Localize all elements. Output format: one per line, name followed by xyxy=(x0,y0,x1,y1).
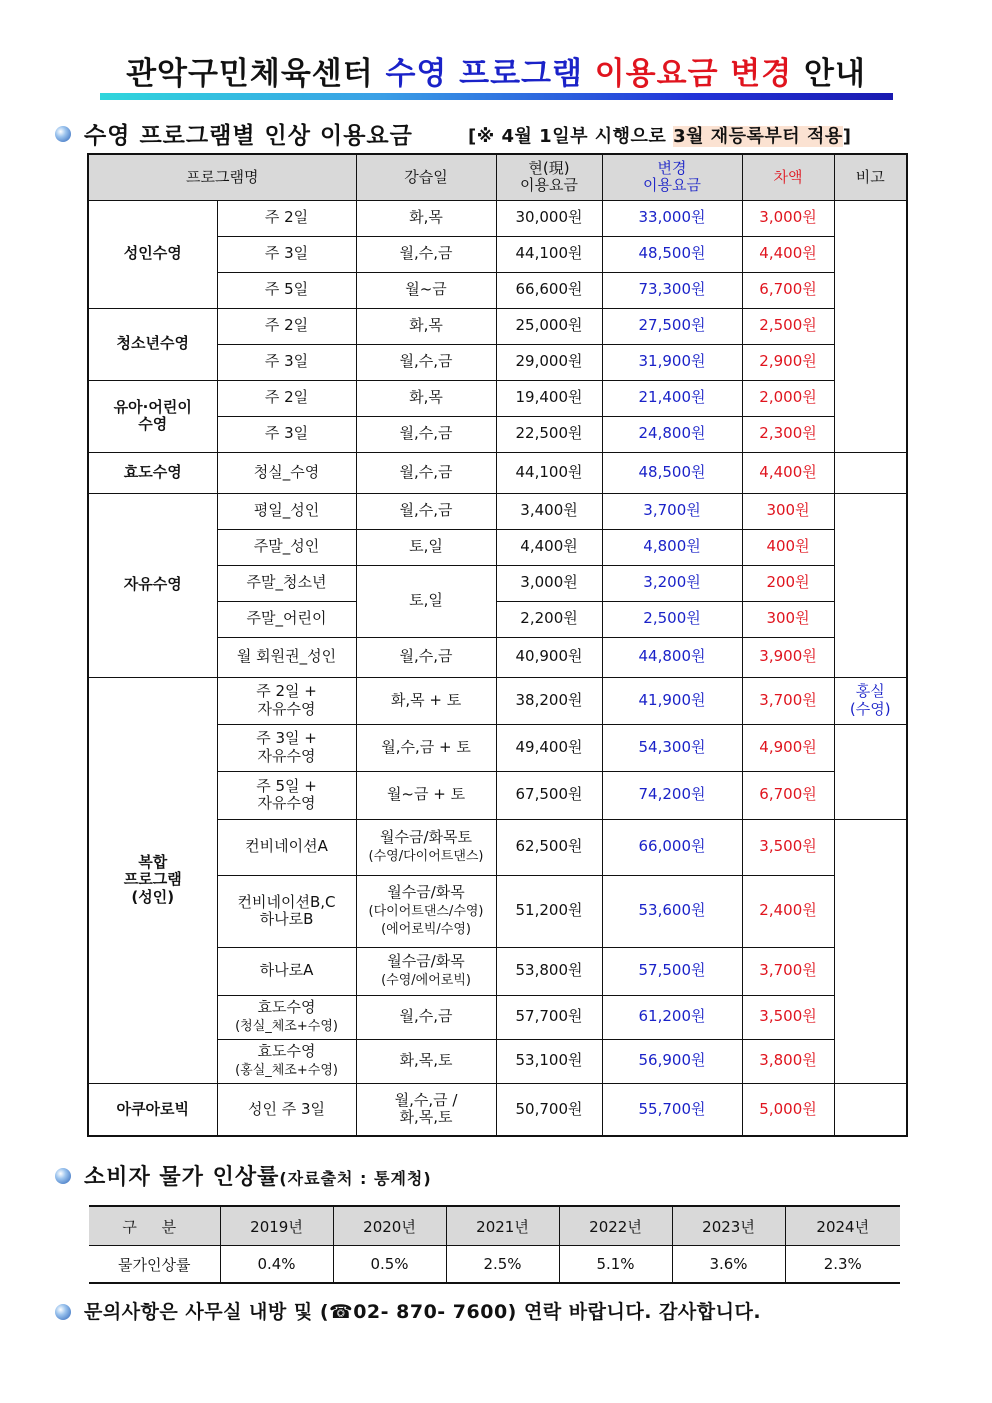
row-days: 화,목 + 토 xyxy=(356,677,496,724)
row-new: 27,500원 xyxy=(602,308,742,344)
group-adult: 성인수영 xyxy=(88,200,217,308)
row-current: 66,600원 xyxy=(496,272,602,308)
row-current: 44,100원 xyxy=(496,452,602,493)
row-new: 73,300원 xyxy=(602,272,742,308)
row-diff: 2,300원 xyxy=(742,416,834,452)
title-part-1: 관악구민체육센터 xyxy=(126,56,386,92)
row-diff: 300원 xyxy=(742,493,834,529)
row-note: 홍실 (수영) xyxy=(834,677,907,724)
row-days: 월수금/화목 (수영/에어로빅) xyxy=(356,947,496,995)
header-diff: 차액 xyxy=(742,154,834,200)
row-sub: 주 2일 + 자유수영 xyxy=(217,677,356,724)
row-current: 3,400원 xyxy=(496,493,602,529)
row-current: 19,400원 xyxy=(496,380,602,416)
row-sub: 효도수영 (홍실_체조+수영) xyxy=(217,1039,356,1083)
cpi-year: 2023년 xyxy=(672,1206,785,1246)
fee-table xyxy=(87,153,908,1137)
row-new: 53,600원 xyxy=(602,875,742,947)
table-row xyxy=(88,380,907,416)
row-sub: 청실_수영 xyxy=(217,452,356,493)
table-row xyxy=(88,1083,907,1136)
group-kids: 유아·어린이 수영 xyxy=(88,380,217,452)
cpi-rate-row xyxy=(89,1246,900,1284)
row-sub: 주 5일 + 자유수영 xyxy=(217,771,356,819)
section1-title: 수영 프로그램별 인상 이용요금 xyxy=(84,123,413,149)
cpi-rate: 0.5% xyxy=(333,1246,446,1284)
row-days: 월,수,금 + 토 xyxy=(356,724,496,771)
row-new: 55,700원 xyxy=(602,1083,742,1136)
table-row xyxy=(88,200,907,236)
row-current: 50,700원 xyxy=(496,1083,602,1136)
row-sub: 주 3일 xyxy=(217,236,356,272)
row-days: 월,수,금 xyxy=(356,995,496,1039)
row-new: 2,500원 xyxy=(602,601,742,637)
row-diff: 6,700원 xyxy=(742,771,834,819)
group-hyodo: 효도수영 xyxy=(88,452,217,493)
table-row xyxy=(88,308,907,344)
row-diff: 4,400원 xyxy=(742,452,834,493)
row-current: 3,000원 xyxy=(496,565,602,601)
header-new: 변경 이용요금 xyxy=(602,154,742,200)
cpi-header-label: 구 분 xyxy=(89,1206,220,1246)
page-title xyxy=(0,48,992,93)
row-current: 44,100원 xyxy=(496,236,602,272)
row-days: 월,수,금 xyxy=(356,416,496,452)
row-sub: 하나로A xyxy=(217,947,356,995)
table-row xyxy=(88,493,907,529)
cpi-table xyxy=(89,1205,900,1284)
group-free: 자유수영 xyxy=(88,493,217,677)
cpi-year: 2022년 xyxy=(559,1206,672,1246)
row-days: 화,목,토 xyxy=(356,1039,496,1083)
row-days: 토,일 xyxy=(356,565,496,637)
row-diff: 3,700원 xyxy=(742,677,834,724)
row-days: 월,수,금 xyxy=(356,493,496,529)
row-sub: 주 2일 xyxy=(217,308,356,344)
row-new: 54,300원 xyxy=(602,724,742,771)
row-sub: 주말_어린이 xyxy=(217,601,356,637)
row-days: 월수금/화목토 (수영/다이어트댄스) xyxy=(356,819,496,875)
header-days: 강습일 xyxy=(356,154,496,200)
title-underline-bar xyxy=(100,93,893,100)
row-days: 월,수,금 xyxy=(356,236,496,272)
row-current: 51,200원 xyxy=(496,875,602,947)
note-empty xyxy=(834,493,907,677)
row-current: 40,900원 xyxy=(496,637,602,677)
note-empty xyxy=(834,1083,907,1136)
row-current: 53,800원 xyxy=(496,947,602,995)
cpi-year: 2020년 xyxy=(333,1206,446,1246)
row-days: 월,수,금 / 화,목,토 xyxy=(356,1083,496,1136)
row-current: 2,200원 xyxy=(496,601,602,637)
header-note: 비고 xyxy=(834,154,907,200)
note-suffix: ] xyxy=(842,126,852,147)
cpi-rate: 5.1% xyxy=(559,1246,672,1284)
row-diff: 3,900원 xyxy=(742,637,834,677)
row-new: 41,900원 xyxy=(602,677,742,724)
row-new: 61,200원 xyxy=(602,995,742,1039)
row-days: 월~금 + 토 xyxy=(356,771,496,819)
cpi-row-label: 물가인상률 xyxy=(89,1246,220,1284)
row-days: 화,목 xyxy=(356,308,496,344)
row-current: 57,700원 xyxy=(496,995,602,1039)
cpi-source: (자료출처 : 통계청) xyxy=(279,1169,432,1188)
row-diff: 2,900원 xyxy=(742,344,834,380)
row-diff: 3,000원 xyxy=(742,200,834,236)
cpi-rate: 3.6% xyxy=(672,1246,785,1284)
row-new: 24,800원 xyxy=(602,416,742,452)
note-empty xyxy=(834,819,907,1083)
row-days: 토,일 xyxy=(356,529,496,565)
row-current: 62,500원 xyxy=(496,819,602,875)
row-sub: 주말_청소년 xyxy=(217,565,356,601)
table-row xyxy=(88,452,907,493)
row-days: 월수금/화목 (다이어트댄스/수영) (에어로빅/수영) xyxy=(356,875,496,947)
row-sub: 주 3일 xyxy=(217,344,356,380)
row-diff: 3,500원 xyxy=(742,819,834,875)
bullet-icon xyxy=(55,1168,71,1184)
row-current: 29,000원 xyxy=(496,344,602,380)
cpi-title: 소비자 물가 인상률 xyxy=(84,1165,280,1190)
row-days: 월,수,금 xyxy=(356,637,496,677)
row-days: 화,목 xyxy=(356,380,496,416)
note-empty xyxy=(834,724,907,819)
row-days: 월~금 xyxy=(356,272,496,308)
row-diff: 3,800원 xyxy=(742,1039,834,1083)
row-new: 48,500원 xyxy=(602,452,742,493)
row-diff: 3,500원 xyxy=(742,995,834,1039)
row-new: 48,500원 xyxy=(602,236,742,272)
row-new: 33,000원 xyxy=(602,200,742,236)
row-current: 67,500원 xyxy=(496,771,602,819)
row-diff: 6,700원 xyxy=(742,272,834,308)
note-highlight: 3월 재등록부터 적용 xyxy=(673,126,843,147)
row-diff: 4,400원 xyxy=(742,236,834,272)
row-sub: 주 3일 + 자유수영 xyxy=(217,724,356,771)
row-sub: 효도수영 (청실_체조+수영) xyxy=(217,995,356,1039)
row-sub: 월 회원권_성인 xyxy=(217,637,356,677)
row-new: 3,200원 xyxy=(602,565,742,601)
row-diff: 5,000원 xyxy=(742,1083,834,1136)
row-new: 44,800원 xyxy=(602,637,742,677)
row-current: 22,500원 xyxy=(496,416,602,452)
row-diff: 2,500원 xyxy=(742,308,834,344)
contact-text: 문의사항은 사무실 내방 및 (☎02- 870- 7600) 연락 바랍니다. 감사합니다. xyxy=(84,1301,762,1323)
row-sub: 주 3일 xyxy=(217,416,356,452)
row-new: 21,400원 xyxy=(602,380,742,416)
row-current: 38,200원 xyxy=(496,677,602,724)
row-days: 월,수,금 xyxy=(356,344,496,380)
row-current: 49,400원 xyxy=(496,724,602,771)
note-empty xyxy=(834,452,907,493)
section1-note xyxy=(468,122,851,148)
group-teen: 청소년수영 xyxy=(88,308,217,380)
row-current: 4,400원 xyxy=(496,529,602,565)
cpi-rate: 2.5% xyxy=(446,1246,559,1284)
row-new: 3,700원 xyxy=(602,493,742,529)
group-aqua: 아쿠아로빅 xyxy=(88,1083,217,1136)
row-sub: 주 5일 xyxy=(217,272,356,308)
title-part-4: 안내 xyxy=(792,56,866,92)
note-prefix: [※ 4월 1일부 시행으로 xyxy=(468,126,674,147)
row-sub: 주말_성인 xyxy=(217,529,356,565)
note-empty xyxy=(834,200,907,452)
bullet-icon xyxy=(55,126,71,142)
row-diff: 2,000원 xyxy=(742,380,834,416)
row-new: 4,800원 xyxy=(602,529,742,565)
row-days: 화,목 xyxy=(356,200,496,236)
row-days: 월,수,금 xyxy=(356,452,496,493)
cpi-year: 2019년 xyxy=(220,1206,333,1246)
row-diff: 400원 xyxy=(742,529,834,565)
cpi-year: 2024년 xyxy=(785,1206,900,1246)
row-new: 74,200원 xyxy=(602,771,742,819)
row-sub: 성인 주 3일 xyxy=(217,1083,356,1136)
header-program: 프로그램명 xyxy=(88,154,356,200)
group-combo: 복합 프로그램 (성인) xyxy=(88,677,217,1083)
title-part-3: 이용요금 변경 xyxy=(582,56,793,92)
cpi-header-row xyxy=(89,1206,900,1246)
row-diff: 200원 xyxy=(742,565,834,601)
title-part-2: 수영 프로그램 xyxy=(385,56,583,92)
row-current: 25,000원 xyxy=(496,308,602,344)
row-new: 57,500원 xyxy=(602,947,742,995)
row-diff: 3,700원 xyxy=(742,947,834,995)
header-current: 현(現) 이용요금 xyxy=(496,154,602,200)
bullet-icon xyxy=(55,1304,71,1320)
row-diff: 4,900원 xyxy=(742,724,834,771)
row-sub: 주 2일 xyxy=(217,380,356,416)
row-new: 56,900원 xyxy=(602,1039,742,1083)
table-row xyxy=(88,677,907,724)
section2-title xyxy=(84,1160,432,1191)
row-sub: 평일_성인 xyxy=(217,493,356,529)
table-header-row xyxy=(88,154,907,200)
row-sub: 컨비네이션A xyxy=(217,819,356,875)
cpi-rate: 0.4% xyxy=(220,1246,333,1284)
row-new: 66,000원 xyxy=(602,819,742,875)
row-current: 30,000원 xyxy=(496,200,602,236)
row-new: 31,900원 xyxy=(602,344,742,380)
cpi-year: 2021년 xyxy=(446,1206,559,1246)
row-sub: 컨비네이션B,C 하나로B xyxy=(217,875,356,947)
row-sub: 주 2일 xyxy=(217,200,356,236)
row-diff: 300원 xyxy=(742,601,834,637)
cpi-rate: 2.3% xyxy=(785,1246,900,1284)
row-diff: 2,400원 xyxy=(742,875,834,947)
row-current: 53,100원 xyxy=(496,1039,602,1083)
